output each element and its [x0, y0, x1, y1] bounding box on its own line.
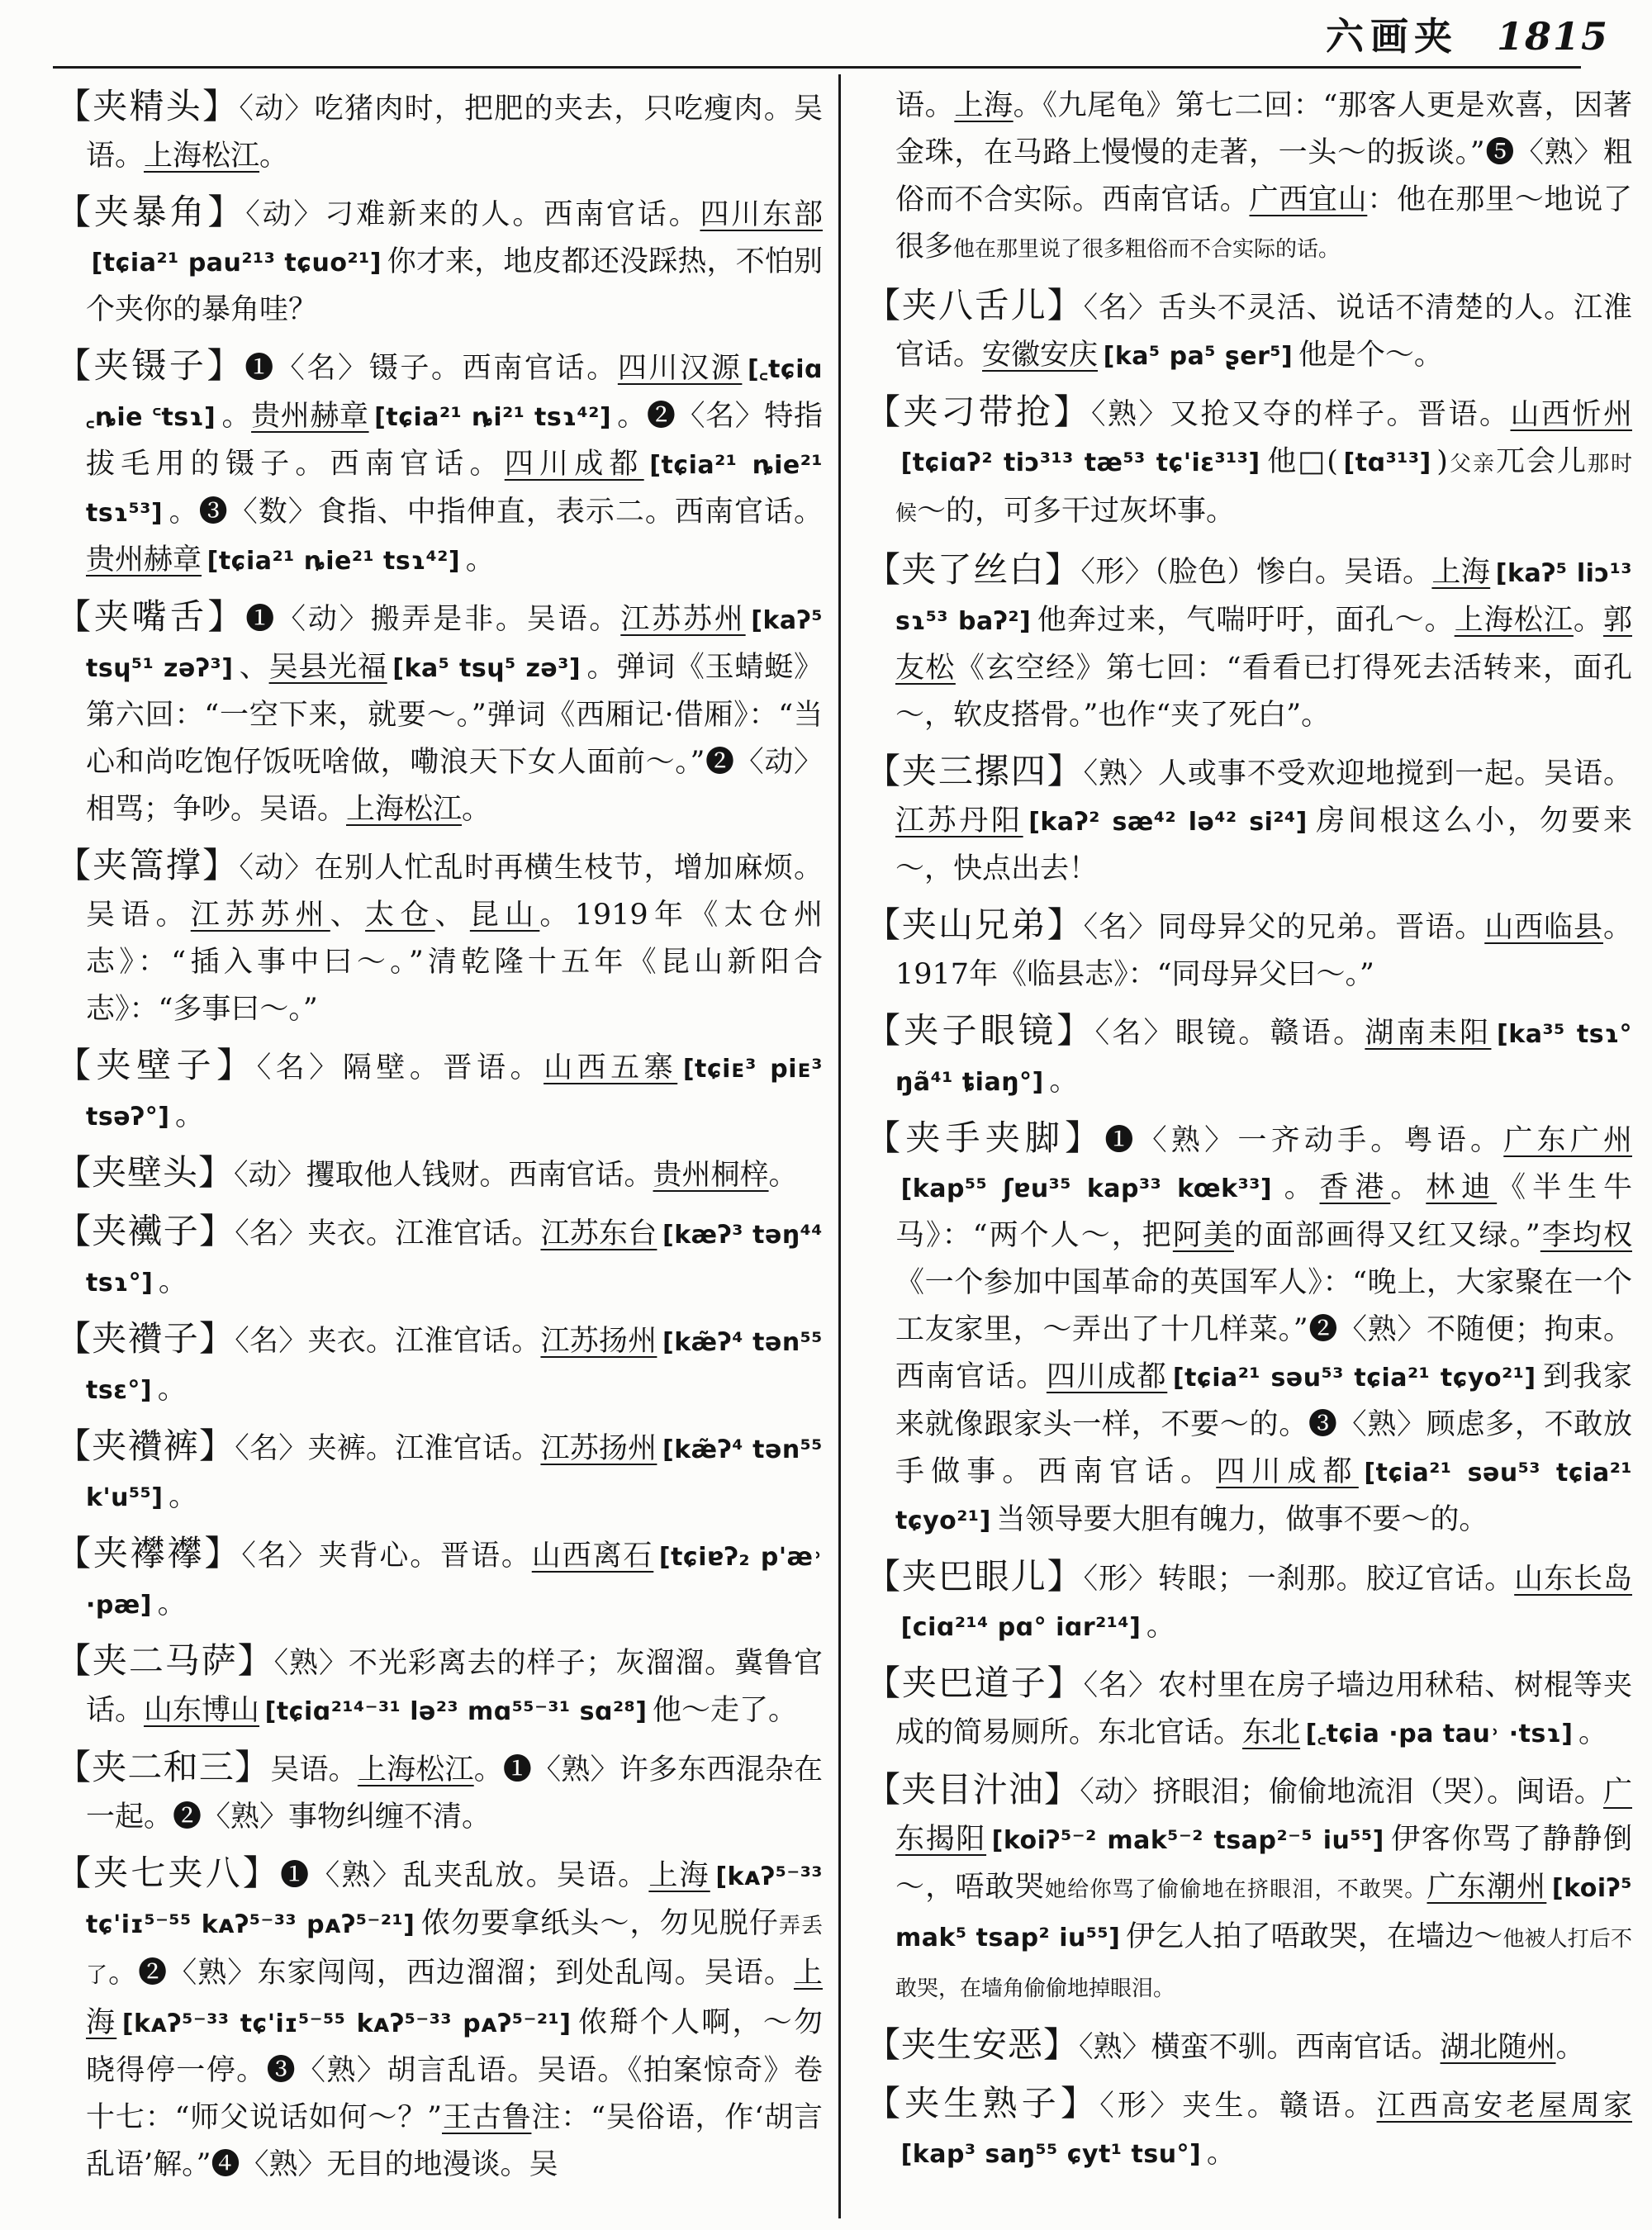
gloss-note: 他在那里说了很多粗俗而不合实际的话。 — [953, 237, 1341, 262]
phonetic-transcription: [kap⁵⁵ ʃɐu³⁵ kap³³ kœk³³] — [900, 1174, 1273, 1203]
entry-text: 《一个参加中国革命的英国军人》：“晚上，大家聚在一个工友家里，～弄出了十几样菜。”❷〈熟〉不随便；拘束。西南官话。 — [895, 1266, 1632, 1393]
entry-text: 〈名〉夹衣。江淮官话。 — [235, 1325, 541, 1358]
entry-text: 〈名〉眼镜。赣语。 — [1094, 1017, 1365, 1050]
dictionary-entry — [866, 2021, 1632, 2071]
entry-text: ～的，可多干过灰坏事。 — [917, 495, 1236, 528]
entry-text: 〈动〉在别人忙乱时再横生枝节，增加麻烦。吴语。 — [86, 852, 823, 932]
entry-headword: 【夹目汁油】 — [866, 1769, 1080, 1810]
entry-text: 〈动〉吃猪肉时，把肥的夹去，只吃瘦肉。吴语。 — [86, 93, 823, 173]
entry-text: 伊乞人拍了唔敢哭，在墙边～ — [1125, 1920, 1503, 1953]
place-name: 李均权 — [1540, 1219, 1632, 1252]
entry-text: 〈形〉夹生。赣语。 — [1099, 2090, 1377, 2123]
phonetic-transcription: [kaʔ⁵ tsɥ⁵¹ zəʔ³] — [86, 606, 823, 683]
entry-text: 〈动〉攫取他人钱财。西南官话。 — [234, 1159, 653, 1192]
entry-text: 的面部画得又红又绿。” — [1233, 1219, 1540, 1252]
entry-headword: 【夹襶子】 — [56, 1211, 235, 1251]
entry-text: 。 — [1146, 1610, 1175, 1643]
phonetic-transcription: [koiʔ⁵ mak⁵ tsap² iu⁵⁵] — [895, 1874, 1632, 1952]
place-name: 广东潮州 — [1427, 1871, 1547, 1904]
entry-text: ) — [1436, 445, 1448, 478]
phonetic-transcription: [kaʔ² sæ⁴² lə⁴² si²⁴] — [1028, 808, 1308, 837]
phonetic-transcription: [koiʔ⁵⁻² mak⁵⁻² tsap²⁻⁵ iu⁵⁵] — [991, 1826, 1384, 1855]
phonetic-transcription: [kᴀʔ⁵⁻³³ tɕ'iɪ⁵⁻⁵⁵ kᴀʔ⁵⁻³³ pᴀʔ⁵⁻²¹] — [121, 2009, 572, 2038]
entry-text: 《半生牛马》：“两个人～，把 — [895, 1171, 1632, 1252]
place-name: 江苏东台 — [540, 1217, 657, 1250]
entry-text: 他□( — [1265, 445, 1338, 478]
page-number: 1815 — [1497, 14, 1610, 59]
place-name: 广西宜山 — [1249, 183, 1368, 216]
place-name: 江苏扬州 — [540, 1432, 657, 1465]
entry-headword: 【夹篙撑】 — [56, 845, 240, 885]
entry-text: 。❷〈熟〉东家闯闯，西边溜溜；到处乱闯。吴语。 — [108, 1957, 794, 1990]
place-name: 阿美 — [1172, 1219, 1234, 1252]
phonetic-transcription: [tɕia²¹ ȵie²¹ tsɿ⁴²] — [206, 547, 461, 576]
entry-text: 。❶〈熟〉许多东西混杂在一起。❷〈熟〉事物纠缠不清。 — [86, 1753, 823, 1834]
entry-text: 。 — [1555, 2031, 1585, 2064]
place-name: 东北 — [1242, 1716, 1301, 1749]
place-name: 安徽安庆 — [982, 339, 1099, 372]
phonetic-transcription: [kap³ saŋ⁵⁵ ɕyt¹ tsu°] — [900, 2140, 1202, 2169]
dictionary-entry — [866, 1766, 1632, 2013]
entry-headword: 【夹襻襻】 — [56, 1533, 242, 1573]
place-name: 四川成都 — [1216, 1455, 1359, 1488]
entry-headword: 【夹二马萨】 — [56, 1640, 274, 1681]
phonetic-transcription: [kaʔ⁵ liɔ¹³ sɿ⁵³ baʔ²] — [895, 559, 1632, 636]
entry-headword: 【夹巴眼儿】 — [866, 1556, 1084, 1597]
phonetic-transcription: [ciɑ²¹⁴ pɑ° iɑr²¹⁴] — [900, 1613, 1142, 1642]
place-name: 广东广州 — [1503, 1124, 1632, 1157]
entry-text: ❶〈名〉镊子。西南官话。 — [244, 352, 618, 385]
entry-text: 侬搿个人啊，～勿晓得停一停。❸〈熟〉胡言乱语。吴语。《拍案惊奇》卷十七：“师父说话如何～？” — [86, 2006, 823, 2134]
dictionary-entry — [56, 188, 823, 334]
entry-headword: 【夹三摞四】 — [866, 751, 1084, 791]
entry-text: 。 — [1578, 1716, 1608, 1749]
place-name: 山西临县 — [1484, 911, 1603, 944]
dictionary-entry — [866, 747, 1632, 893]
entry-text: ：他在那里～地说了很多 — [895, 183, 1632, 263]
entry-headword: 【夹壁子】 — [56, 1045, 257, 1085]
entry-text: 。1917年《临县志》：“同母异父曰～。” — [895, 911, 1632, 991]
entry-text: 〈形〉（脸色）惨白。吴语。 — [1080, 556, 1432, 589]
entry-headword: 【夹山兄弟】 — [866, 904, 1084, 945]
gloss-note: 父亲 — [1447, 452, 1496, 477]
dictionary-entry — [866, 282, 1632, 380]
entry-text: 。❸〈数〉食指、中指伸直，表示二。西南官话。 — [168, 496, 823, 529]
dictionary-entry — [56, 1149, 823, 1199]
dictionary-entry — [866, 546, 1632, 739]
dictionary-entry — [866, 2080, 1632, 2178]
entry-text: 。 — [1573, 604, 1603, 637]
entry-text: 。❷〈名〉特指拔毛用的镊子。西南官话。 — [86, 400, 823, 481]
phonetic-transcription: [꜀tɕia ·pa tau˒ ·tsɿ] — [1305, 1720, 1574, 1748]
dictionary-entry — [56, 1208, 823, 1307]
entry-headword: 【夹暴角】 — [56, 192, 246, 232]
entry-text: 、 — [330, 899, 366, 932]
dictionary-entry — [866, 1553, 1632, 1651]
phonetic-transcription: [tɕia²¹ ȵie²¹ tsɿ⁵³] — [86, 451, 823, 528]
gloss-note: 她给你骂了偷偷地在挤眼泪，不敢哭。 — [1045, 1877, 1427, 1902]
place-name: 山东长岛 — [1514, 1563, 1632, 1596]
entry-text: ❶〈动〉搬弄是非。吴语。 — [245, 603, 621, 636]
place-name: 山西五寨 — [544, 1051, 678, 1084]
place-name: 贵州桐梓 — [653, 1159, 769, 1192]
place-name: 江苏扬州 — [540, 1325, 657, 1358]
entry-text: 当领导要大胆有魄力，做事不要～的。 — [996, 1503, 1488, 1536]
entry-headword: 【夹嘴舌】 — [56, 596, 246, 637]
phonetic-transcription: [kæ̃ʔ⁴ tən⁵⁵ tsɛ°] — [86, 1328, 823, 1405]
entry-text: 。弹词《玉蜻蜓》第六回：“一空下来，就要～。”弹词《西厢记·借厢》：“当心和尚吃饱仔饭呒啥做，嘞浪天下女人面前～。”❷〈动〉相骂；争吵。吴语。 — [86, 651, 823, 826]
dictionary-entry — [866, 1007, 1632, 1106]
dictionary-entry — [56, 342, 823, 585]
dictionary-entry — [56, 1422, 823, 1521]
place-name: 贵州赫章 — [86, 543, 202, 576]
entry-text: 〈熟〉不光彩离去的样子；灰溜溜。冀鲁官话。 — [86, 1647, 823, 1727]
entry-text: 《玄空经》第七回：“看看已打得死去活转来，面孔～，软皮搭骨。”也作“夹了死白”。 — [895, 652, 1632, 732]
place-name: 上海松江 — [1454, 604, 1574, 637]
place-name: 吴县光福 — [268, 651, 387, 684]
place-name: 江苏苏州 — [190, 899, 330, 932]
dictionary-entry — [56, 1744, 823, 1841]
entry-text: 〈名〉隔壁。晋语。 — [256, 1051, 544, 1084]
place-name: 山西离石 — [531, 1540, 654, 1573]
phonetic-transcription: [ka⁵ pa⁵ ʂer⁵] — [1103, 342, 1294, 371]
entry-text: 〈熟〉横蛮不驯。西南官话。 — [1079, 2031, 1441, 2064]
phonetic-transcription: [tɕia²¹ səu⁵³ tɕia²¹ tɕyo²¹] — [1172, 1364, 1536, 1393]
entry-headword: 【夹子眼镜】 — [866, 1010, 1095, 1051]
place-name: 山东博山 — [144, 1694, 260, 1727]
entry-text: 。 — [1277, 1171, 1320, 1204]
entry-text: 他是个～。 — [1298, 339, 1443, 372]
phonetic-transcription: [tɕiᴇ³ piᴇ³ tsəʔ°] — [86, 1055, 823, 1132]
place-name: 四川东部 — [700, 198, 823, 231]
entry-headword: 【夹生熟子】 — [866, 2083, 1100, 2123]
entry-text: 。 — [157, 1373, 187, 1406]
dictionary-entry — [56, 842, 823, 1033]
entry-text: 、 — [434, 899, 470, 932]
dictionary-entry — [866, 1114, 1632, 1544]
place-name: 广东揭阳 — [895, 1776, 1632, 1856]
entry-headword: 【夹壁头】 — [56, 1152, 235, 1193]
entry-text: 〈动〉刁难新来的人。西南官话。 — [245, 198, 700, 231]
entry-text: 。 — [157, 1587, 187, 1620]
phonetic-transcription: [tɕia²¹ ȵi²¹ tsɿ⁴²] — [374, 403, 612, 432]
place-name: 香港 — [1319, 1171, 1391, 1204]
dictionary-entry — [866, 901, 1632, 999]
dictionary-entry — [866, 1659, 1632, 1758]
entry-text: 。 — [259, 140, 289, 173]
column-divider — [838, 74, 841, 2218]
place-name: 上海松江 — [144, 140, 260, 173]
entry-text: 房间根这么小，勿要来～，快点出去！ — [895, 804, 1632, 885]
entry-headword: 【夹襸裤】 — [56, 1426, 235, 1466]
entry-text: 你才来，地皮都还没踩热，不怕别个夹你的暴角哇？ — [86, 245, 823, 326]
entry-text: 〈形〉转眼；一刹那。胶辽官话。 — [1083, 1563, 1515, 1596]
place-name: 江西高安老屋周家 — [1376, 2090, 1632, 2123]
entry-text: 。 — [175, 1099, 205, 1132]
gloss-note: 他被人打后不敢哭，在墙角偷偷地掉眼泪。 — [895, 1927, 1632, 2001]
place-name: 上海松江 — [357, 1753, 474, 1786]
left-column — [56, 83, 823, 2222]
entry-headword: 【夹精头】 — [56, 86, 240, 126]
entry-text: 他～走了。 — [653, 1694, 798, 1727]
entry-text: 。 — [1390, 1171, 1427, 1204]
entry-text: 。《九尾龟》第七二回：“那客人更是欢喜，因著金珠，在马路上慢慢的走著，一头～的扳谈。”❺〈熟〉粗俗而不合实际。西南官话。 — [895, 89, 1632, 216]
entry-text: 他奔过来，气喘吁吁，面孔～。 — [1036, 604, 1455, 637]
phonetic-transcription: [tɕia²¹ səu⁵³ tɕia²¹ tɕyo²¹] — [895, 1459, 1632, 1535]
dictionary-entry — [56, 1849, 823, 2189]
dictionary-entry — [866, 388, 1632, 538]
entry-continuation — [866, 83, 1632, 273]
place-name: 山西忻州 — [1510, 398, 1632, 431]
place-name: 江苏丹阳 — [895, 804, 1023, 837]
phonetic-transcription: [tɕia²¹ pau²¹³ tɕuo²¹] — [91, 249, 382, 278]
place-name: 上海 — [954, 89, 1014, 122]
entry-headword: 【夹镊子】 — [56, 345, 245, 386]
entry-text: 〈名〉夹背心。晋语。 — [241, 1540, 532, 1573]
entry-text: 〈名〉农村里在房子墙边用秫秸、树棍等夹成的简易厕所。东北官话。 — [895, 1669, 1632, 1749]
dictionary-entry — [56, 1637, 823, 1735]
phonetic-transcription: [kæ̃ʔ⁴ tən⁵⁵ k'u⁵⁵] — [86, 1435, 823, 1512]
entry-text: 。 — [158, 1265, 188, 1298]
entry-text: 〈动〉挤眼泪；偷偷地流泪（哭）。闽语。 — [1080, 1776, 1603, 1809]
entry-text: 注：“吴俗语，作‘胡言乱语’解。”❹〈熟〉无目的地漫谈。吴 — [86, 2101, 823, 2181]
entry-headword: 【夹八舌儿】 — [866, 285, 1084, 325]
place-name: 昆山 — [469, 899, 540, 932]
header-rule — [53, 66, 1581, 69]
entry-headword: 【夹刁带抢】 — [866, 391, 1091, 432]
gloss-note: 那时候 — [895, 452, 1632, 526]
dictionary-entry — [56, 83, 823, 180]
dictionary-entry — [56, 1041, 823, 1141]
place-name: 上海 — [648, 1859, 710, 1892]
entry-headword: 【夹七夹八】 — [56, 1853, 281, 1893]
running-head-section: 六画 — [1326, 14, 1415, 59]
entry-text: 。 — [465, 543, 495, 576]
entry-text: 。 — [169, 1480, 198, 1513]
place-name: 贵州赫章 — [251, 400, 369, 433]
dictionary-entry — [56, 593, 823, 833]
entry-text: 〈名〉同母异父的兄弟。晋语。 — [1083, 911, 1485, 944]
phonetic-transcription: [kᴀʔ⁵⁻³³ tɕ'iɪ⁵⁻⁵⁵ kᴀʔ⁵⁻³³ pᴀʔ⁵⁻²¹] — [86, 1862, 823, 1939]
entry-headword: 【夹生安恶】 — [866, 2024, 1080, 2065]
entry-text: 。 — [462, 793, 491, 826]
place-name: 四川汉源 — [617, 352, 743, 385]
entry-text: 。 — [1049, 1065, 1079, 1098]
phonetic-transcription: [ka⁵ tsɥ⁵ zə³] — [392, 654, 582, 683]
entry-text: 、 — [239, 651, 269, 684]
phonetic-transcription: [꜀tɕiɑ ꜀ȵie ꜂tsɿ] — [86, 355, 823, 432]
entry-text: 。 — [768, 1159, 798, 1192]
dictionary-entry — [56, 1315, 823, 1414]
entry-text: ❶〈熟〉乱夹乱放。吴语。 — [280, 1859, 649, 1892]
entry-text: 侬勿要拿纸头～，勿见脱仔 — [420, 1907, 779, 1940]
place-name: 上海 — [1431, 556, 1491, 589]
right-column — [866, 83, 1632, 2222]
place-name: 王古鲁 — [442, 2101, 532, 2134]
place-name: 湖北随州 — [1440, 2031, 1556, 2064]
place-name: 四川成都 — [504, 448, 644, 481]
place-name: 郭友松 — [895, 604, 1632, 685]
entry-headword: 【夹二和三】 — [56, 1747, 271, 1787]
running-head-character: 夹 — [1414, 14, 1452, 59]
entry-text: 伊客你骂了静静倒～，唔敢哭 — [895, 1823, 1632, 1904]
place-name: 上海松江 — [346, 793, 463, 826]
entry-text: 。 — [221, 400, 252, 433]
entry-headword: 【夹襸子】 — [56, 1318, 235, 1359]
entry-text: 〈熟〉又抢又夺的样子。晋语。 — [1091, 398, 1511, 431]
phonetic-transcription: [ka³⁵ tsɿ° ŋã⁴¹ ȶiaŋ°] — [895, 1020, 1632, 1097]
entry-text: 〈熟〉人或事不受欢迎地搅到一起。吴语。 — [1083, 757, 1632, 790]
place-name: 上海 — [86, 1957, 823, 2039]
entry-text: 。1919年《太仓州志》：“插入事中曰～。”清乾隆十五年《昆山新阳合志》：“多事曰～。” — [86, 899, 823, 1026]
entry-headword: 【夹了丝白】 — [866, 549, 1081, 590]
place-name: 江苏苏州 — [620, 603, 746, 636]
entry-text: 吴语。 — [270, 1753, 358, 1786]
entry-text: 〈名〉夹裤。江淮官话。 — [235, 1432, 541, 1465]
place-name: 湖南耒阳 — [1365, 1017, 1492, 1050]
place-name: 四川成都 — [1046, 1360, 1168, 1393]
entry-text: 到我家来就像跟家头一样，不要～的。❸〈熟〉顾虑多，不敢放手做事。西南官话。 — [895, 1360, 1632, 1488]
entry-text: ❶〈熟〉一齐动手。粤语。 — [1104, 1124, 1504, 1157]
dictionary-entry — [56, 1530, 823, 1629]
place-name: 林迪 — [1426, 1171, 1498, 1204]
entry-headword: 【夹手夹脚】 — [866, 1117, 1105, 1158]
phonetic-transcription: [tɕiɑʔ² tiɔ³¹³ tæ⁵³ tɕ'iɛ³¹³] — [900, 448, 1260, 477]
place-name: 太仓 — [365, 899, 435, 932]
phonetic-transcription: [tɕiɐʔ₂ p'æ˒ ·pæ] — [86, 1543, 823, 1620]
entry-text: 兀会儿 — [1495, 445, 1588, 478]
gloss-note: 弄丢了 — [86, 1914, 823, 1988]
phonetic-transcription: [tɑ³¹³] — [1343, 448, 1431, 477]
entry-headword: 【夹巴道子】 — [866, 1663, 1084, 1703]
entry-text: 〈名〉夹衣。江淮官话。 — [235, 1217, 541, 1250]
phonetic-transcription: [kæʔ³ təŋ⁴⁴ tsɿ°] — [86, 1221, 823, 1298]
phonetic-transcription: [tɕiɑ²¹⁴⁻³¹ lə²³ mɑ⁵⁵⁻³¹ sɑ²⁸] — [264, 1697, 648, 1726]
entry-text: 语。 — [895, 89, 955, 122]
entry-text: 〈名〉舌头不灵活、说话不清楚的人。江淮官话。 — [895, 292, 1632, 372]
entry-text: 。 — [1206, 2137, 1236, 2170]
